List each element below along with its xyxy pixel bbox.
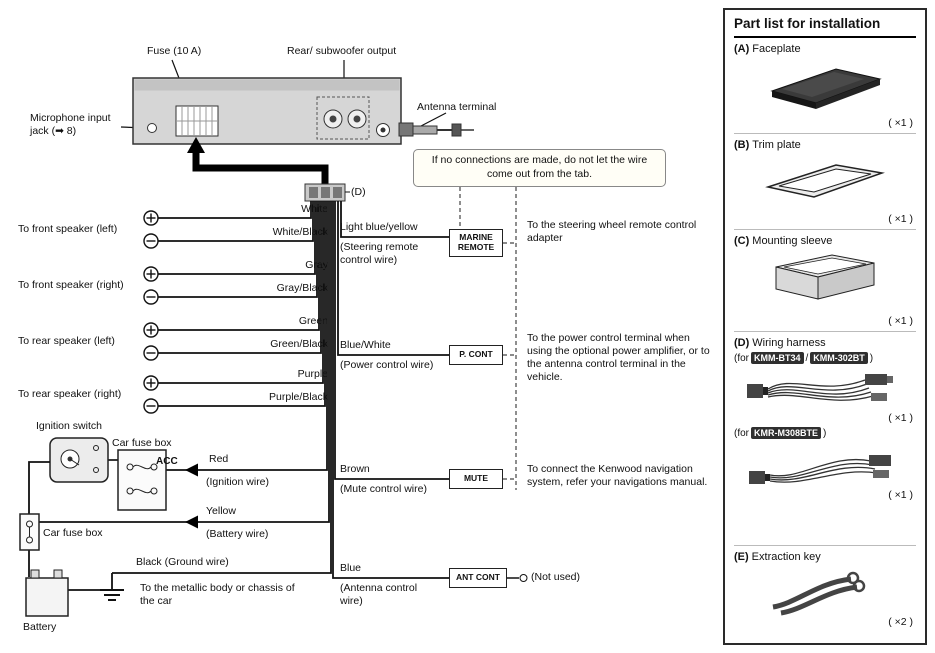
extraction-key-image xyxy=(765,565,885,617)
wire-color-label: Green/Black xyxy=(270,338,328,350)
part-c-letter: (C) xyxy=(734,235,750,247)
rear-subwoofer-label: Rear/ subwoofer output xyxy=(287,45,397,57)
mounting-sleeve-image xyxy=(760,249,890,311)
connector-d-icon xyxy=(305,184,350,201)
speaker-terminal-icons xyxy=(144,211,158,413)
ignition-switch-icon xyxy=(50,438,118,482)
wire-name-label: (Power control wire) xyxy=(340,359,434,371)
slash-text: / xyxy=(805,353,809,364)
part-c-head xyxy=(734,230,916,247)
part-c-name: Mounting sleeve xyxy=(752,235,833,247)
part-list-title: Part list for installation xyxy=(734,16,916,38)
part-d-qty2: ( ×1 ) xyxy=(888,489,913,501)
part-section-a xyxy=(734,38,916,134)
part-d-head xyxy=(734,332,916,349)
antenna-cable-icon xyxy=(399,123,474,136)
wiring-harness-image-2 xyxy=(745,441,905,489)
not-used-terminal-icon xyxy=(507,575,527,582)
car-fuse-box-small-icon xyxy=(20,514,39,550)
part-b-name: Trim plate xyxy=(752,139,801,151)
acc-label: ACC xyxy=(156,456,178,467)
part-list-panel xyxy=(723,8,927,645)
speaker-dest-label: To rear speaker (left) xyxy=(18,335,115,347)
speaker-dest-label: To front speaker (left) xyxy=(18,223,118,235)
part-d-for-models-1 xyxy=(734,352,916,364)
wiring-harness-image-1 xyxy=(745,366,905,412)
wire-name-label: (Steering remote control wire) xyxy=(340,241,419,267)
speaker-dest-label: To front speaker (right) xyxy=(18,279,124,291)
for-open-text: (for xyxy=(734,353,749,364)
wire-name-label: (Antenna control wire) xyxy=(340,582,418,608)
chassis-ground-icon xyxy=(100,590,124,600)
wire-color-label: Green xyxy=(298,315,328,327)
battery-label: Battery xyxy=(23,621,57,633)
p-cont-tag: P. CONT xyxy=(449,345,503,365)
not-used-label: (Not used) xyxy=(531,571,581,583)
control-dest-label: To the steering wheel remote control adapter xyxy=(527,219,697,245)
head-unit-drawing xyxy=(133,78,401,144)
wire-color-label: Gray/Black xyxy=(276,282,328,294)
ant-cont-tag: ANT CONT xyxy=(449,568,507,588)
part-e-name: Extraction key xyxy=(751,551,821,563)
speaker-dest-label: To rear speaker (right) xyxy=(18,388,122,400)
connector-d-label: (D) xyxy=(351,186,366,198)
control-dest-label: To connect the Kenwood navigation system, refer your navigations manual. xyxy=(527,463,708,489)
ignition-wire-arrow-icon xyxy=(185,464,198,477)
part-d-letter: (D) xyxy=(734,337,750,349)
close-paren-text: ) xyxy=(823,428,827,439)
wire-color-label: Brown xyxy=(340,463,370,475)
part-d-qty1: ( ×1 ) xyxy=(888,412,913,424)
part-section-b xyxy=(734,134,916,230)
control-dest-label: To the power control terminal when using the optional power amplifier, or to the antenna control terminal in the vehicle. xyxy=(527,332,710,384)
ignition-switch-label: Ignition switch xyxy=(36,420,102,432)
part-section-e xyxy=(734,546,916,632)
trim-plate-image xyxy=(760,153,890,205)
mute-tag: MUTE xyxy=(449,469,503,489)
ground-wire-label: Black (Ground wire) xyxy=(136,556,229,568)
wire-color-label: White/Black xyxy=(272,226,328,238)
wire-color-label: Purple/Black xyxy=(269,391,328,403)
part-a-head xyxy=(734,38,916,55)
part-section-d xyxy=(734,332,916,546)
part-c-qty: ( ×1 ) xyxy=(888,315,913,327)
part-e-letter: (E) xyxy=(734,551,749,563)
wire-color-label: Red xyxy=(209,453,229,465)
wire-color-label: Light blue/yellow xyxy=(340,221,418,233)
part-d-name: Wiring harness xyxy=(752,337,826,349)
model-badge-kmm-bt34: KMM-BT34 xyxy=(751,352,804,364)
wire-color-label: Blue/White xyxy=(340,339,391,351)
car-fuse-box-label: Car fuse box xyxy=(112,437,172,449)
wire-color-label: Blue xyxy=(340,562,362,574)
antenna-terminal-label: Antenna terminal xyxy=(417,101,497,113)
for-open-text: (for xyxy=(734,428,749,439)
model-badge-kmm-302bt: KMM-302BT xyxy=(810,352,868,364)
wire-name-label: (Mute control wire) xyxy=(340,483,427,495)
mic-jack-icon xyxy=(148,124,157,133)
wire-color-label: Gray xyxy=(305,259,328,271)
battery-icon xyxy=(26,570,68,616)
wire-name-label: (Battery wire) xyxy=(206,528,269,540)
part-d-for-models-2 xyxy=(734,427,916,439)
faceplate-image xyxy=(760,57,890,113)
part-a-letter: (A) xyxy=(734,43,750,55)
wire-name-label: (Ignition wire) xyxy=(206,476,270,488)
part-b-head xyxy=(734,134,916,151)
part-b-letter: (B) xyxy=(734,139,750,151)
wire-color-label: Purple xyxy=(297,368,328,380)
wire-color-label: White xyxy=(301,203,328,215)
part-section-c xyxy=(734,230,916,332)
car-fuse-box-label: Car fuse box xyxy=(43,527,103,539)
close-paren-text: ) xyxy=(869,353,874,364)
part-e-head xyxy=(734,546,916,563)
chassis-dest-label: To the metallic body or chassis of the car xyxy=(140,582,295,608)
fuse-label: Fuse (10 A) xyxy=(147,45,202,57)
note-box: If no connections are made, do not let the wire come out from the tab. xyxy=(413,149,666,187)
model-badge-kmr-m308bte: KMR-M308BTE xyxy=(751,427,821,439)
marine-remote-tag: MARINE REMOTE xyxy=(449,229,503,257)
mic-jack-label: Microphone input jack (➡ 8) xyxy=(30,112,111,138)
part-e-qty: ( ×2 ) xyxy=(888,616,913,628)
part-a-name: Faceplate xyxy=(752,43,801,55)
part-a-qty: ( ×1 ) xyxy=(888,117,913,129)
part-b-qty: ( ×1 ) xyxy=(888,213,913,225)
wire-color-label: Yellow xyxy=(206,505,236,517)
battery-wire-arrow-icon xyxy=(185,516,198,529)
